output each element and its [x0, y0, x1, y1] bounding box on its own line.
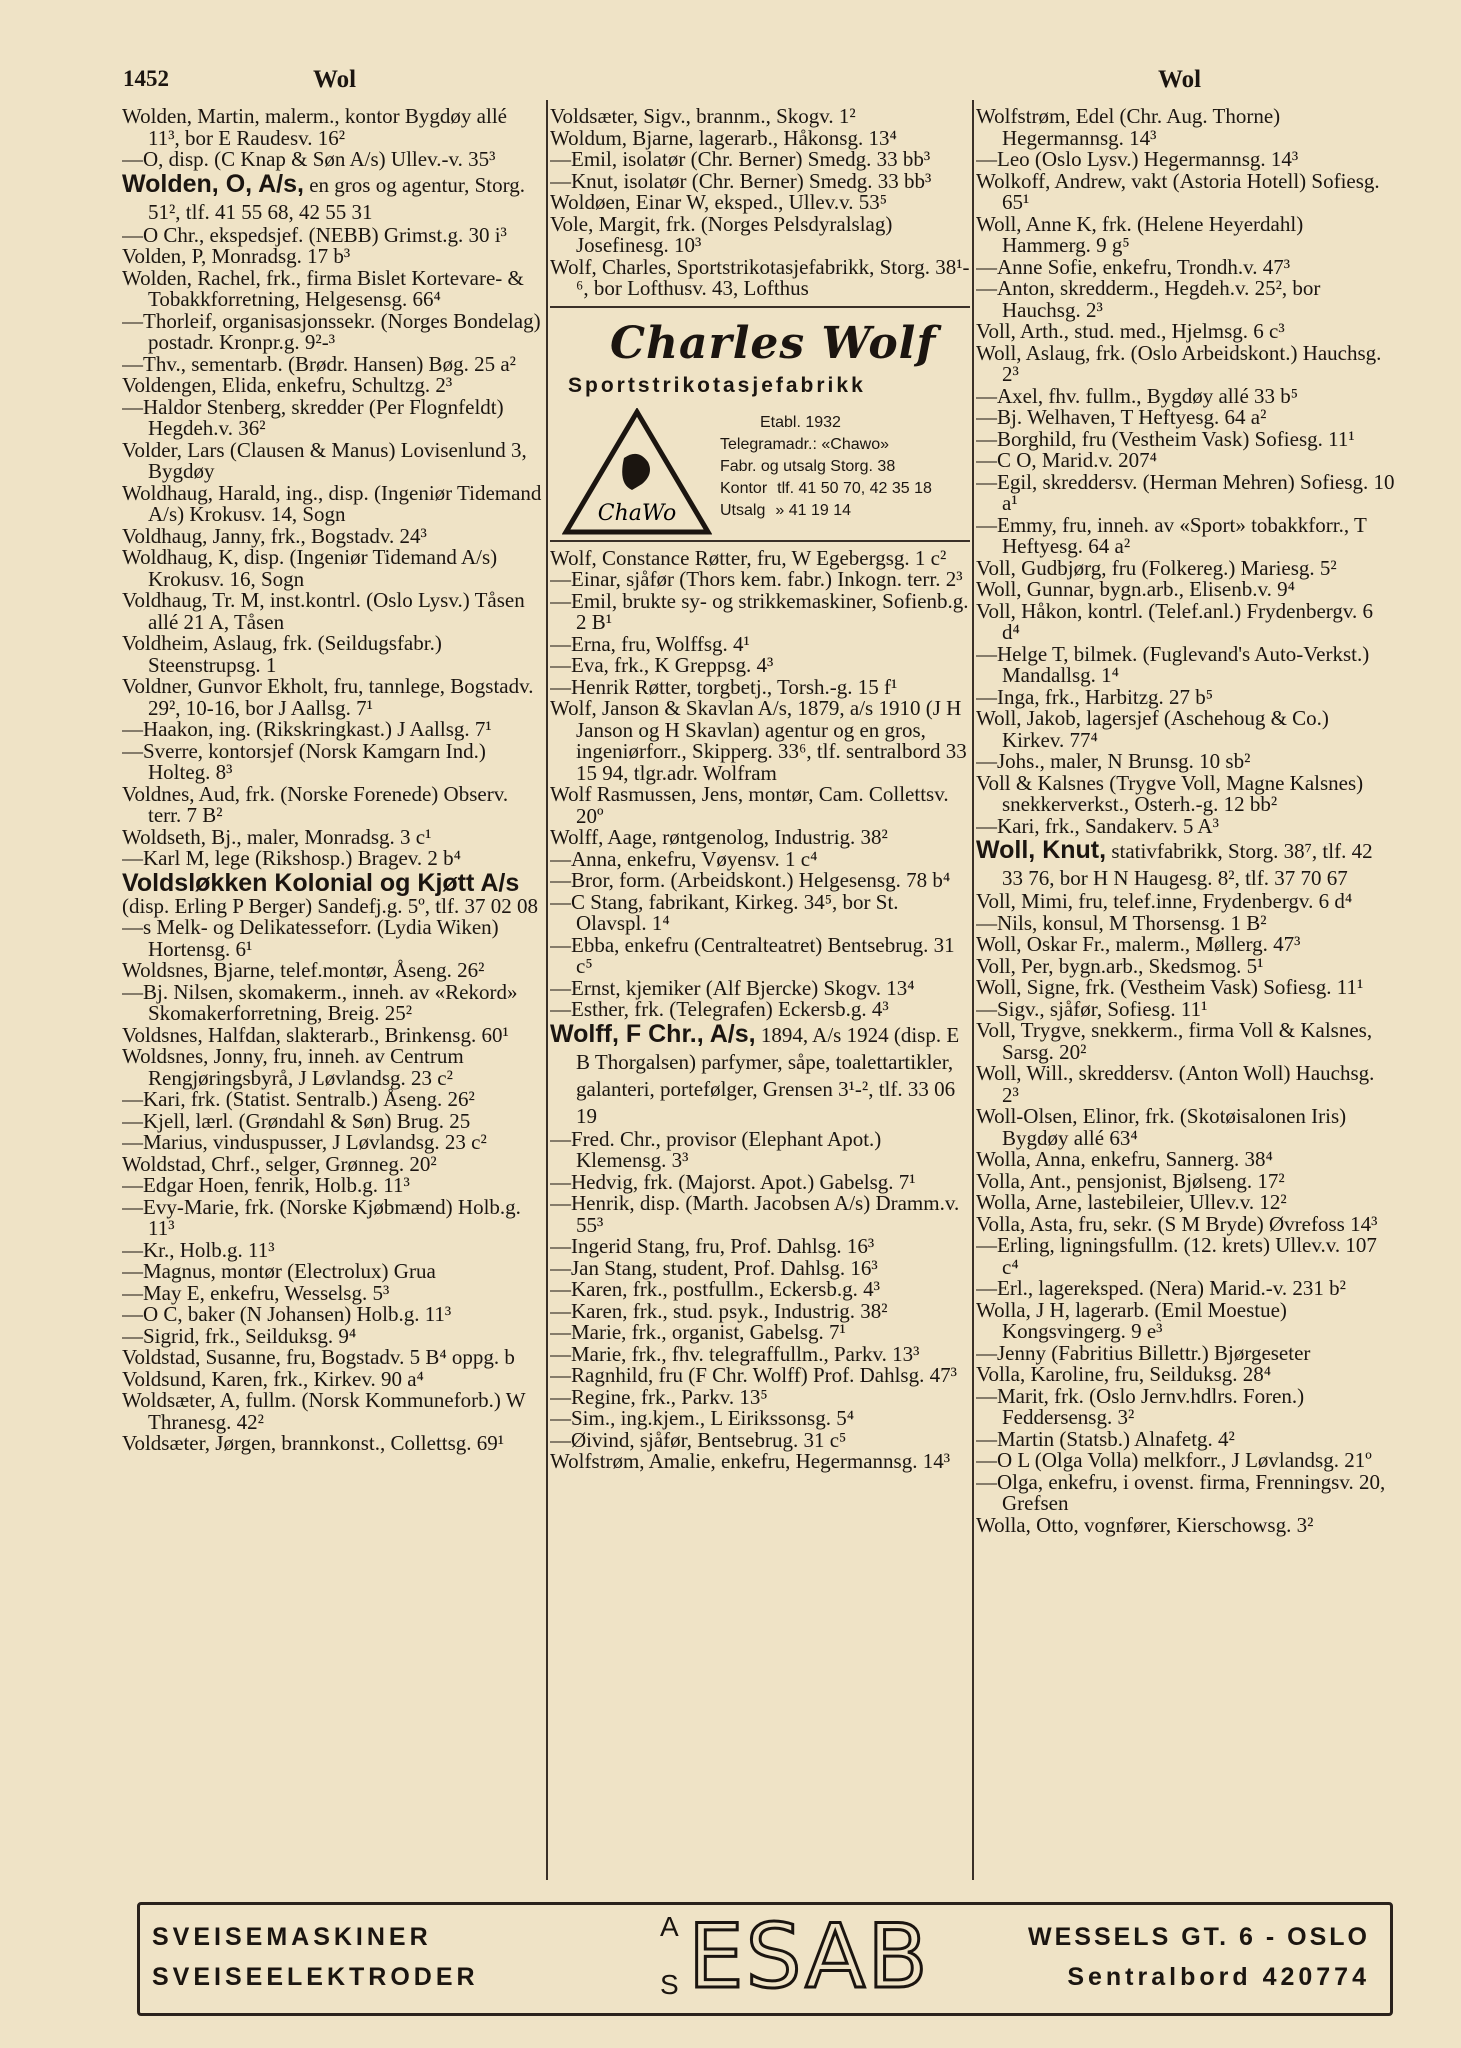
directory-entry [550, 655, 970, 677]
entry-name: —Jan Stang, student, Prof. Dahlsg. 16³ [550, 1255, 878, 1280]
directory-entry [550, 1427, 970, 1452]
entry-name: —O Chr., ekspedsjef. (NEBB) Grimst.g. 30 i³ [122, 222, 507, 247]
directory-entry [122, 222, 542, 247]
directory-entry [976, 579, 1396, 601]
entry-name: —Karen, frk., stud. psyk., Industrig. 38² [550, 1298, 888, 1323]
entry-name: —Kr., Holb.g. 11³ [122, 1237, 275, 1262]
entry-name: —Johs., maler, N Brunsg. 10 sb² [976, 749, 1251, 773]
entry-name: —Anne Sofie, enkefru, Trondh.v. 47³ [976, 254, 1291, 279]
directory-entry [976, 1168, 1396, 1193]
entry-name: —Erling, ligningsfullm. (12. krets) Ullev.v. 107 c⁴ [976, 1233, 1377, 1279]
directory-entry [122, 547, 542, 590]
entry-name: —Emil, brukte sy- og strikkemaskiner, Sofienb.g. 2 B¹ [550, 588, 969, 634]
column-divider [546, 100, 548, 1880]
entry-name: Wolf, Janson & Skavlan A/s, 1879, a/s 1910 (J H Janson og H Skavlan) agentur og en gros, ingeniørforr., Skipperg. 33⁶, tlf. sentralbord 33 15 94, tlgr.adr. Wolfram [550, 696, 967, 785]
directory-entry [122, 1194, 542, 1240]
entry-name: Woll, Anne K, frk. (Helene Heyerdahl) Hammerg. 9 g⁵ [976, 211, 1304, 257]
directory-entry [976, 751, 1396, 773]
directory-entry [976, 383, 1396, 408]
entry-name: —Fred. Chr., provisor (Elephant Apot.) Klemensg. 3³ [550, 1126, 882, 1172]
directory-entry [122, 870, 542, 896]
entry-name: (disp. Erling P Berger) Sandefj.g. 5º, tlf. 37 02 08 [122, 893, 538, 918]
column-2-bottom [550, 545, 970, 1473]
directory-entry [122, 633, 542, 676]
entry-name: —Inga, frk., Harbitzg. 27 b⁵ [976, 684, 1214, 709]
directory-entry [976, 512, 1396, 558]
entry-name: Voll, Per, bygn.arb., Skedsmog. 5¹ [976, 953, 1264, 978]
directory-entry [122, 437, 542, 483]
entry-name: Wolla, J H, lagerarb. (Emil Moestue) Kongsvingerg. 9 e³ [976, 1297, 1287, 1343]
directory-entry [550, 1384, 970, 1409]
entry-name: —Sverre, kontorsjef (Norsk Kamgarn Ind.) Holteg. 8³ [122, 738, 486, 784]
directory-entry [122, 1261, 542, 1283]
directory-entry [122, 394, 542, 440]
entry-name: —Sigv., sjåfør, Sofiesg. 11¹ [976, 996, 1208, 1021]
entry-name: —Esther, frk. (Telegrafen) Eckersb.g. 4³ [550, 997, 889, 1021]
advert-details [720, 412, 932, 522]
column-3 [976, 106, 1396, 1876]
entry-name: Volla, Ant., pensjonist, Bjølseng. 17² [976, 1168, 1285, 1193]
entry-name: —Marius, vinduspusser, J Løvlandsg. 23 c² [122, 1130, 487, 1154]
directory-entry [976, 910, 1396, 935]
entry-name: Woldhaug, K, disp. (Ingeniør Tidemand A/s) Krokusv. 16, Sogn [122, 545, 498, 591]
directory-entry [122, 1366, 542, 1391]
entry-name: —Sim., ing.kjem., L Eirikssonsg. 5⁴ [550, 1406, 855, 1430]
entry-name: —Einar, sjåfør (Thors kem. fabr.) Inkogn. terr. 2³ [550, 567, 963, 591]
entry-name: —O L (Olga Volla) melkforr., J Løvlandsg. 21º [976, 1448, 1372, 1472]
entry-name: —Ragnhild, fru (F Chr. Wolff) Prof. Dahlsg. 47³ [550, 1363, 957, 1387]
directory-entry [550, 588, 970, 634]
directory-entry [976, 426, 1396, 451]
entry-details: stativfabrikk, Storg. 38⁷, tlf. 42 33 76, bor H N Haugesg. 8², tlf. 37 70 67 [1002, 839, 1373, 890]
directory-entry [550, 827, 970, 849]
directory-entry [550, 889, 970, 935]
entry-name: Wolden, O, A/s, [122, 169, 304, 198]
directory-entry [122, 1175, 542, 1197]
directory-entry [976, 1426, 1396, 1451]
entry-name: —Borghild, fru (Vestheim Vask) Sofiesg. 11¹ [976, 426, 1355, 451]
entry-name: Woll, Knut, [976, 836, 1107, 864]
esab-footer-advert [137, 1902, 1393, 2016]
entry-name: Wolff, Aage, røntgenolog, Industrig. 38² [550, 825, 888, 849]
entry-name: —Axel, fhv. fullm., Bygdøy allé 33 b⁵ [976, 383, 1299, 408]
directory-entry [976, 450, 1396, 472]
entry-name: —Erl., lagereksped. (Nera) Marid.-v. 231 b² [976, 1276, 1346, 1300]
directory-entry [976, 708, 1396, 751]
advert-established: Etabl. 1932 [760, 413, 841, 431]
directory-entry [122, 1433, 542, 1455]
entry-name: Voldhaug, Tr. M, inst.kontrl. (Oslo Lysv.) Tåsen allé 21 A, Tåsen [122, 588, 525, 634]
entry-name: Woldøen, Einar W, eksped., Ullev.v. 53⁵ [550, 190, 888, 214]
column-divider [972, 100, 974, 1880]
entry-name: Woll, Oskar Fr., malerm., Møllerg. 47³ [976, 932, 1301, 956]
directory-entry [550, 674, 970, 699]
entry-name: Wolff, F Chr., A/s, [550, 1019, 756, 1048]
footer-right-line1: WESSELS GT. 6 - OSLO [1028, 1923, 1370, 1951]
directory-entry [122, 781, 542, 827]
directory-entry [122, 1304, 542, 1326]
directory-entry [550, 106, 970, 128]
directory-entry [976, 321, 1396, 343]
directory-entry [122, 848, 542, 870]
advert-telegram: Telegramadr.: «Chawo» [720, 435, 889, 453]
entry-name: Voll, Håkon, kontrl. (Telef.anl.) Frydenbergv. 6 d⁴ [976, 598, 1374, 644]
entry-name: —Ernst, kjemiker (Alf Bjercke) Skogv. 13⁴ [550, 975, 915, 1000]
directory-entry [976, 1278, 1396, 1300]
entry-name: —O, disp. (C Knap & Søn A/s) Ullev.-v. 35³ [122, 147, 496, 171]
directory-entry [122, 590, 542, 633]
directory-entry [122, 1151, 542, 1176]
directory-entry [550, 1169, 970, 1194]
directory-entry [976, 1211, 1396, 1236]
directory-entry [122, 375, 542, 397]
entry-name: —Haakon, ing. (Rikskringkast.) J Aallsg. 7¹ [122, 717, 492, 741]
entry-name: —Thorleif, organisasjonssekr. (Norges Bondelag) postadr. Kronpr.g. 9²-³ [122, 308, 541, 354]
directory-entry [122, 1046, 542, 1089]
entry-name: Voldsund, Karen, frk., Kirkev. 90 a⁴ [122, 1366, 424, 1391]
advert-logo: Charles Wolf [610, 317, 937, 369]
entry-name: —C O, Marid.v. 207⁴ [976, 448, 1157, 472]
directory-entry [550, 1365, 970, 1387]
directory-entry [976, 340, 1396, 386]
footer-left-line1: SVEISEMASKINER [152, 1923, 432, 1951]
directory-entry [550, 569, 970, 591]
entry-name: Woldseth, Bj., maler, Monradsg. 3 c¹ [122, 824, 432, 849]
directory-entry [122, 351, 542, 376]
directory-entry [550, 1126, 970, 1172]
directory-entry [122, 1022, 542, 1047]
entry-name: —Karen, frk., postfullm., Eckersb.g. 4³ [550, 1277, 880, 1301]
directory-entry [976, 211, 1396, 257]
advert-office-label: Kontor [720, 479, 768, 497]
entry-name: Wolkoff, Andrew, vakt (Astoria Hotell) Sofiesg. 65¹ [976, 168, 1380, 214]
entry-name: Wolf, Charles, Sportstrikotasjefabrikk, Storg. 38¹-⁶, bor Lofthusv. 43, Lofthus [550, 254, 970, 300]
directory-entry [550, 932, 970, 978]
entry-name: —Haldor Stenberg, skredder (Per Flognfeldt) Hegdeh.v. 36² [122, 394, 504, 440]
entry-name: —Øivind, sjåfør, Bentsebrug. 31 c⁵ [550, 1427, 847, 1452]
directory-entry [550, 1193, 970, 1236]
entry-name: Wolf, Constance Røtter, fru, W Egebergsg. 1 c² [550, 545, 947, 570]
entry-name: —C Stang, fabrikant, Kirkeg. 34⁵, bor St. Olavspl. 1⁴ [550, 889, 899, 935]
directory-entry [550, 1279, 970, 1301]
entry-name: Voll, Trygve, snekkerm., firma Voll & Kalsnes, Sarsg. 20² [976, 1018, 1373, 1064]
entry-name: Woldum, Bjarne, lagerarb., Håkonsg. 13⁴ [550, 125, 897, 150]
entry-name: Wolfstrøm, Edel (Chr. Aug. Thorne) Hegermannsg. 14³ [976, 106, 1281, 150]
directory-entry [550, 1298, 970, 1323]
advert-office-phone: tlf. 41 50 70, 42 35 18 [777, 479, 932, 497]
entry-name: Woll, Jakob, lagersjef (Aschehoug & Co.) Kirkev. 77⁴ [976, 706, 1329, 752]
advert-shop-label: Utsalg [720, 501, 766, 519]
entry-name: —Evy-Marie, frk. (Norske Kjøbmænd) Holb.g. 11³ [122, 1194, 521, 1240]
directory-entry [976, 1020, 1396, 1063]
entry-name: Voldstad, Susanne, fru, Bogstadv. 5 B⁴ oppg. b [122, 1345, 515, 1369]
entry-name: —Henrik Røtter, torgbetj., Torsh.-g. 15 f¹ [550, 674, 898, 699]
entry-name: Wolden, Rachel, frk., firma Bislet Kortevare- & Tobakkforretning, Helgesensg. 66⁴ [122, 265, 524, 311]
directory-entry [550, 545, 970, 570]
entry-name: —O C, baker (N Johansen) Holb.g. 11³ [122, 1302, 452, 1326]
entry-name: Volder, Lars (Clausen & Manus) Lovisenlund 3, Bygdøy [122, 437, 527, 483]
directory-entry [550, 698, 970, 784]
directory-entry [976, 469, 1396, 515]
entry-name: Voldsnes, Halfdan, slakterarb., Brinkensg. 60¹ [122, 1022, 509, 1047]
entry-name: Woll, Signe, frk. (Vestheim Vask) Sofiesg. 11¹ [976, 975, 1364, 999]
directory-entry [976, 1512, 1396, 1537]
directory-entry [550, 254, 970, 300]
directory-entry [976, 254, 1396, 279]
footer-as-top: A [660, 1911, 679, 1942]
entry-name: —May E, enkefru, Wesselsg. 5³ [122, 1280, 390, 1305]
entry-name: Vole, Margit, frk. (Norges Pelsdyralslag) Josefinesg. 10³ [550, 211, 893, 257]
directory-entry [976, 1106, 1396, 1149]
column-2 [550, 106, 970, 1876]
entry-name: Volden, P, Monradsg. 17 b³ [122, 244, 351, 268]
entry-name: —Anton, skredderm., Hegdeh.v. 25², bor Hauchsg. 2³ [976, 276, 1321, 322]
directory-entry [122, 1237, 542, 1262]
entry-name: —Erna, fru, Wolffsg. 4¹ [550, 631, 750, 656]
entry-name: Woll, Will., skreddersv. (Anton Woll) Hauchsg. 2³ [976, 1061, 1375, 1107]
directory-entry [122, 1280, 542, 1305]
directory-entry [122, 308, 542, 354]
entry-name: —Martin (Statsb.) Alnafetg. 4² [976, 1426, 1235, 1451]
entry-name: Woldsnes, Jonny, fru, inneh. av Centrum Rengjøringsbyrå, J Løvlandsg. 23 c² [122, 1044, 464, 1090]
advert-factory: Fabr. og utsalg Storg. 38 [720, 457, 896, 475]
directory-entry [976, 407, 1396, 429]
directory-entry [976, 1063, 1396, 1106]
entry-name: —Olga, enkefru, i ovenst. firma, Frenningsv. 20, Grefsen [976, 1469, 1386, 1515]
directory-entry [550, 846, 970, 871]
directory-entry [976, 934, 1396, 956]
directory-entry [976, 1383, 1396, 1429]
directory-entry [122, 149, 542, 171]
directory-entry [550, 999, 970, 1021]
directory-entry [976, 813, 1396, 838]
directory-entry [976, 1149, 1396, 1171]
entry-name: Wolla, Arne, lastebileier, Ullev.v. 12² [976, 1190, 1287, 1214]
directory-entry [976, 684, 1396, 709]
directory-entry [122, 1108, 542, 1133]
directory-entry [122, 676, 542, 719]
entry-name: —Bj. Welhaven, T Heftyesg. 64 a² [976, 405, 1267, 429]
entry-name: Woldsnes, Bjarne, telef.montør, Åseng. 26² [122, 958, 485, 982]
entry-name: —Kari, frk., Sandakerv. 5 A³ [976, 813, 1219, 838]
entry-details: en gros og agentur, Storg. 51², tlf. 41 55 68, 42 55 31 [148, 172, 525, 224]
entry-name: —Ingerid Stang, fru, Prof. Dahlsg. 16³ [550, 1234, 875, 1258]
running-head-left: Wol [313, 66, 357, 93]
directory-entry [976, 1340, 1396, 1365]
directory-entry [976, 168, 1396, 214]
entry-name: —Bror, form. (Arbeidskont.) Helgesensg. 78 b⁴ [550, 868, 951, 892]
directory-entry [550, 1451, 970, 1473]
directory-entry [122, 480, 542, 526]
directory-entry [976, 149, 1396, 171]
entry-name: Voldnes, Aud, frk. (Norske Forenede) Observ. terr. 7 B² [122, 781, 509, 827]
entry-name: —Emmy, fru, inneh. av «Sport» tobakkforr., T Heftyesg. 64 a² [976, 512, 1367, 558]
directory-entry [976, 1192, 1396, 1214]
directory-entry [122, 246, 542, 268]
chawo-triangle-mark [562, 408, 712, 538]
directory-entry [122, 1089, 542, 1111]
directory-entry [976, 1469, 1396, 1515]
directory-entry [550, 1236, 970, 1258]
directory-entry [550, 975, 970, 1000]
directory-entry [976, 278, 1396, 321]
directory-entry [550, 1408, 970, 1430]
entry-name: Volla, Asta, fru, sekr. (S M Bryde) Øvrefoss 14³ [976, 1211, 1378, 1236]
entry-name: Voldheim, Aslaug, frk. (Seildugsfabr.) Steenstrupsg. 1 [122, 631, 442, 677]
directory-entry [550, 192, 970, 214]
charles-wolf-advert [550, 306, 970, 542]
entry-name: Voll, Gudbjørg, fru (Folkereg.) Mariesg. 5² [976, 555, 1337, 580]
entry-name: —Leo (Oslo Lysv.) Hegermannsg. 14³ [976, 147, 1299, 171]
directory-entry [976, 555, 1396, 580]
entry-name: Voldsløkken Kolonial og Kjøtt A/s [122, 868, 520, 897]
directory-entry [550, 1322, 970, 1344]
directory-entry [550, 784, 970, 827]
entry-name: Voldengen, Elida, enkefru, Schultzg. 2³ [122, 373, 453, 397]
directory-entry [976, 770, 1396, 816]
column-2-top [550, 106, 970, 300]
entry-details: 1894, A/s 1924 (disp. E B Thorgalsen) parfymer, såpe, toalettartikler, galanteri, portefølger, Grensen 3¹-², tlf. 33 06 19 [576, 1022, 960, 1128]
footer-left-line2: SVEISEELEKTRODER [152, 1963, 479, 1991]
entry-name: —Magnus, montør (Electrolux) Grua [122, 1259, 436, 1283]
entry-name: Voll, Mimi, fru, telef.inne, Frydenbergv. 6 d⁴ [976, 889, 1353, 913]
entry-name: —Egil, skreddersv. (Herman Mehren) Sofiesg. 10 a¹ [976, 469, 1395, 515]
entry-name: —Helge T, bilmek. (Fuglevand's Auto-Verkst.) Mandallsg. 1⁴ [976, 641, 1370, 687]
entry-name: Voldner, Gunvor Ekholt, fru, tannlege, Bogstadv. 29², 10-16, bor J Aallsg. 7¹ [122, 674, 534, 720]
entry-name: —Karl M, lege (Rikshosp.) Bragev. 2 b⁴ [122, 846, 461, 870]
directory-entry [976, 891, 1396, 913]
footer-as-bottom: S [660, 1969, 679, 2000]
entry-name: —Sigrid, frk., Seilduksg. 9⁴ [122, 1323, 357, 1348]
entry-name: Voldhaug, Janny, frk., Bogstadv. 24³ [122, 523, 427, 548]
advert-subtitle: Sportstrikotasjefabrikk [568, 373, 866, 397]
entry-name: —Ebba, enkefru (Centralteatret) Bentsebrug. 31 c⁵ [550, 932, 955, 978]
directory-entry [976, 837, 1396, 891]
entry-name: —Emil, isolatør (Chr. Berner) Smedg. 33 bb³ [550, 147, 931, 171]
directory-entry [976, 996, 1396, 1021]
column-1 [122, 106, 542, 1876]
entry-name: —Eva, frk., K Greppsg. 4³ [550, 653, 774, 677]
directory-entry [976, 598, 1396, 644]
directory-entry [122, 719, 542, 741]
directory-entry [122, 979, 542, 1025]
directory-entry [976, 1297, 1396, 1343]
entry-name: —Marie, frk., organist, Gabelsg. 7¹ [550, 1320, 846, 1344]
directory-entry [122, 1323, 542, 1348]
entry-name: Woll, Aslaug, frk. (Oslo Arbeidskont.) Hauchsg. 2³ [976, 340, 1382, 386]
entry-name: Woldhaug, Harald, ing., disp. (Ingeniør Tidemand A/s) Krokusv. 14, Sogn [122, 480, 542, 526]
entry-name: Voldsæter, Sigv., brannm., Skogv. 1² [550, 106, 856, 128]
entry-name: Wolf Rasmussen, Jens, montør, Cam. Collettsv. 20º [550, 782, 949, 828]
entry-name: Woldstad, Chrf., selger, Grønneg. 20² [122, 1151, 437, 1176]
directory-entry [122, 265, 542, 311]
directory-entry [122, 893, 542, 918]
footer-right-line2: Sentralbord 420774 [1067, 1963, 1370, 1991]
directory-entry [550, 168, 970, 193]
entry-name: Wolfstrøm, Amalie, enkefru, Hegermannsg. 14³ [550, 1449, 951, 1473]
directory-entry [550, 1021, 970, 1129]
entry-name: —Bj. Nilsen, skomakerm., inneh. av «Rekord» Skomakerforretning, Breig. 25² [122, 979, 518, 1025]
directory-entry [122, 171, 542, 225]
page-number: 1452 [123, 66, 169, 91]
directory-entry [550, 149, 970, 171]
entry-name: Wolla, Otto, vognfører, Kierschowsg. 3² [976, 1512, 1314, 1537]
running-head-right: Wol [1158, 66, 1202, 93]
directory-entry [976, 1235, 1396, 1278]
entry-name: Volla, Karoline, fru, Seilduksg. 28⁴ [976, 1362, 1272, 1386]
directory-entry [122, 917, 542, 960]
directory-entry [550, 125, 970, 150]
directory-entry [122, 1132, 542, 1154]
directory-entry [122, 523, 542, 548]
entry-name: Wolden, Martin, malerm., kontor Bygdøy allé 11³, bor E Raudesv. 16² [122, 106, 507, 150]
entry-name: Voldsæter, Jørgen, brannkonst., Collettsg. 69¹ [122, 1431, 505, 1455]
directory-entry [550, 1255, 970, 1280]
directory-entry [550, 631, 970, 656]
entry-name: Woldsæter, A, fullm. (Norsk Kommuneforb.) W Thranesg. 42² [122, 1388, 526, 1434]
entry-name: —Edgar Hoen, fenrik, Holb.g. 11³ [122, 1173, 410, 1197]
directory-entry [122, 1390, 542, 1433]
directory-entry [122, 738, 542, 784]
entry-name: —Regine, frk., Parkv. 13⁵ [550, 1384, 768, 1409]
directory-entry [122, 106, 542, 149]
advert-shop-phone: » 41 19 14 [775, 501, 851, 519]
directory-entry [976, 977, 1396, 999]
entry-name: —Hedvig, frk. (Majorst. Apot.) Gabelsg. 7¹ [550, 1169, 916, 1194]
directory-entry [976, 953, 1396, 978]
entry-name: Woll, Gunnar, bygn.arb., Elisenb.v. 9⁴ [976, 577, 1295, 601]
entry-name: —Marie, frk., fhv. telegraffullm., Parkv. 13³ [550, 1341, 920, 1366]
entry-name: —Henrik, disp. (Marth. Jacobsen A/s) Dramm.v. 55³ [550, 1191, 960, 1237]
directory-entry [122, 960, 542, 982]
entry-name: —Kari, frk. (Statist. Sentralb.) Åseng. 26² [122, 1087, 475, 1111]
directory-entry [976, 106, 1396, 149]
directory-entry [550, 211, 970, 257]
entry-name: —Marit, frk. (Oslo Jernv.hdlrs. Foren.) Feddersensg. 3² [976, 1383, 1305, 1429]
entry-name: Voll & Kalsnes (Trygve Voll, Magne Kalsnes) snekkerverkst., Osterh.-g. 12 bb² [976, 770, 1364, 816]
entry-name: —Jenny (Fabritius Billettr.) Bjørgeseter [976, 1340, 1311, 1365]
entry-name: Woll-Olsen, Elinor, frk. (Skotøisalonen Iris) Bygdøy allé 63⁴ [976, 1104, 1347, 1150]
entry-name: —Anna, enkefru, Vøyensv. 1 c⁴ [550, 846, 818, 871]
entry-name: Voll, Arth., stud. med., Hjelmsg. 6 c³ [976, 319, 1285, 343]
entry-name: —Kjell, lærl. (Grøndahl & Søn) Brug. 25 [122, 1108, 471, 1133]
advert-mark-text: ChaWo [597, 500, 677, 526]
esab-logo: ESAB [688, 1905, 930, 2008]
entry-name: Wolla, Anna, enkefru, Sannerg. 38⁴ [976, 1147, 1273, 1171]
directory-entry [122, 824, 542, 849]
directory-entry [976, 1450, 1396, 1472]
entry-name: —Nils, konsul, M Thorsensg. 1 B² [976, 910, 1267, 935]
directory-entry [976, 641, 1396, 687]
entry-name: —Knut, isolatør (Chr. Berner) Smedg. 33 bb³ [550, 168, 932, 193]
directory-entry [122, 1347, 542, 1369]
entry-name: —Thv., sementarb. (Brødr. Hansen) Bøg. 25 a² [122, 351, 516, 376]
directory-entry [550, 1341, 970, 1366]
entry-name: —s Melk- og Delikatesseforr. (Lydia Wiken) Hortensg. 6¹ [122, 915, 499, 961]
directory-entry [976, 1364, 1396, 1386]
directory-entry [550, 870, 970, 892]
